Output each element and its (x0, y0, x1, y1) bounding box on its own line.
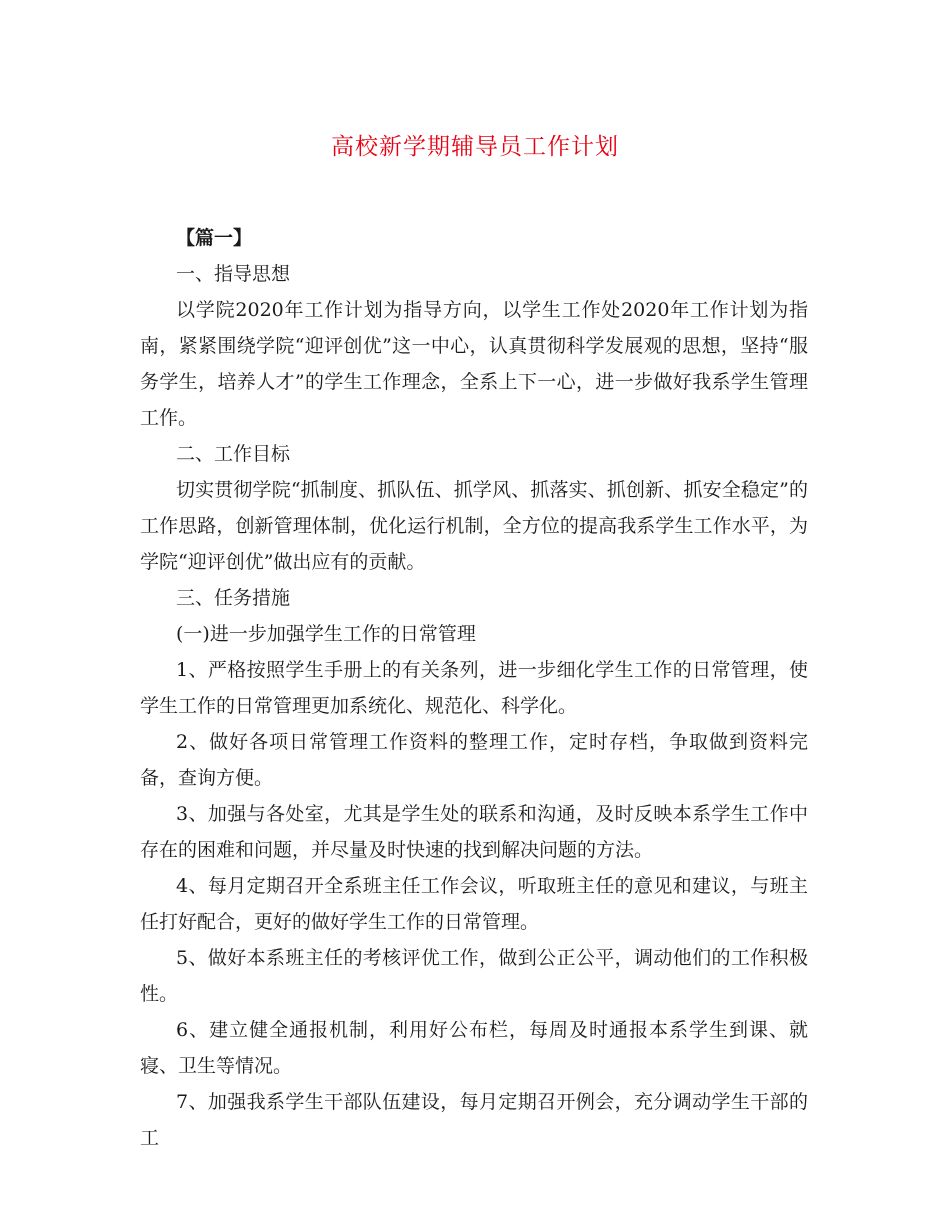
document-body (140, 220, 808, 1156)
document-title: 高校新学期辅导员工作计划 (331, 134, 619, 160)
list-item: 2、做好各项日常管理工作资料的整理工作，定时存档，争取做到资料完备，查询方便。 (140, 731, 808, 789)
paragraph: 切实贯彻学院“抓制度、抓队伍、抓学风、抓落实、抓创新、抓安全稳定”的工作思路，创新管理体制，优化运行机制，全方位的提高我系学生工作水平，为学院“迎评创优”做出应有的贡献。 (140, 479, 808, 573)
subsection-heading: (一)进一步加强学生工作的日常管理 (176, 623, 476, 645)
section-marker: 【篇一】 (176, 227, 253, 249)
list-item: 6、建立健全通报机制，利用好公布栏，每周及时通报本系学生到课、就寝、卫生等情况。 (140, 1019, 808, 1077)
list-item: 1、严格按照学生手册上的有关条列，进一步细化学生工作的日常管理，使学生工作的日常管理更加系统化、规范化、科学化。 (140, 659, 808, 717)
section-heading: 一、指导思想 (176, 263, 291, 285)
paragraph: 以学院2020年工作计划为指导方向，以学生工作处2020年工作计划为指南，紧紧围绕学院“迎评创优”这一中心，认真贯彻科学发展观的思想，坚持“服务学生，培养人才”的学生工作理念，全系上下一心，进一步做好我系学生管理工作。 (140, 299, 808, 429)
section-heading: 三、任务措施 (176, 587, 291, 609)
list-item: 3、加强与各处室，尤其是学生处的联系和沟通，及时反映本系学生工作中存在的困难和问题，并尽量及时快速的找到解决问题的方法。 (140, 803, 808, 861)
list-item: 7、加强我系学生干部队伍建设，每月定期召开例会，充分调动学生干部的工 (140, 1091, 808, 1149)
list-item: 4、每月定期召开全系班主任工作会议，听取班主任的意见和建议，与班主任打好配合，更好的做好学生工作的日常管理。 (140, 875, 808, 933)
section-heading: 二、工作目标 (176, 443, 291, 465)
list-item: 5、做好本系班主任的考核评优工作，做到公正公平，调动他们的工作积极性。 (140, 947, 808, 1005)
